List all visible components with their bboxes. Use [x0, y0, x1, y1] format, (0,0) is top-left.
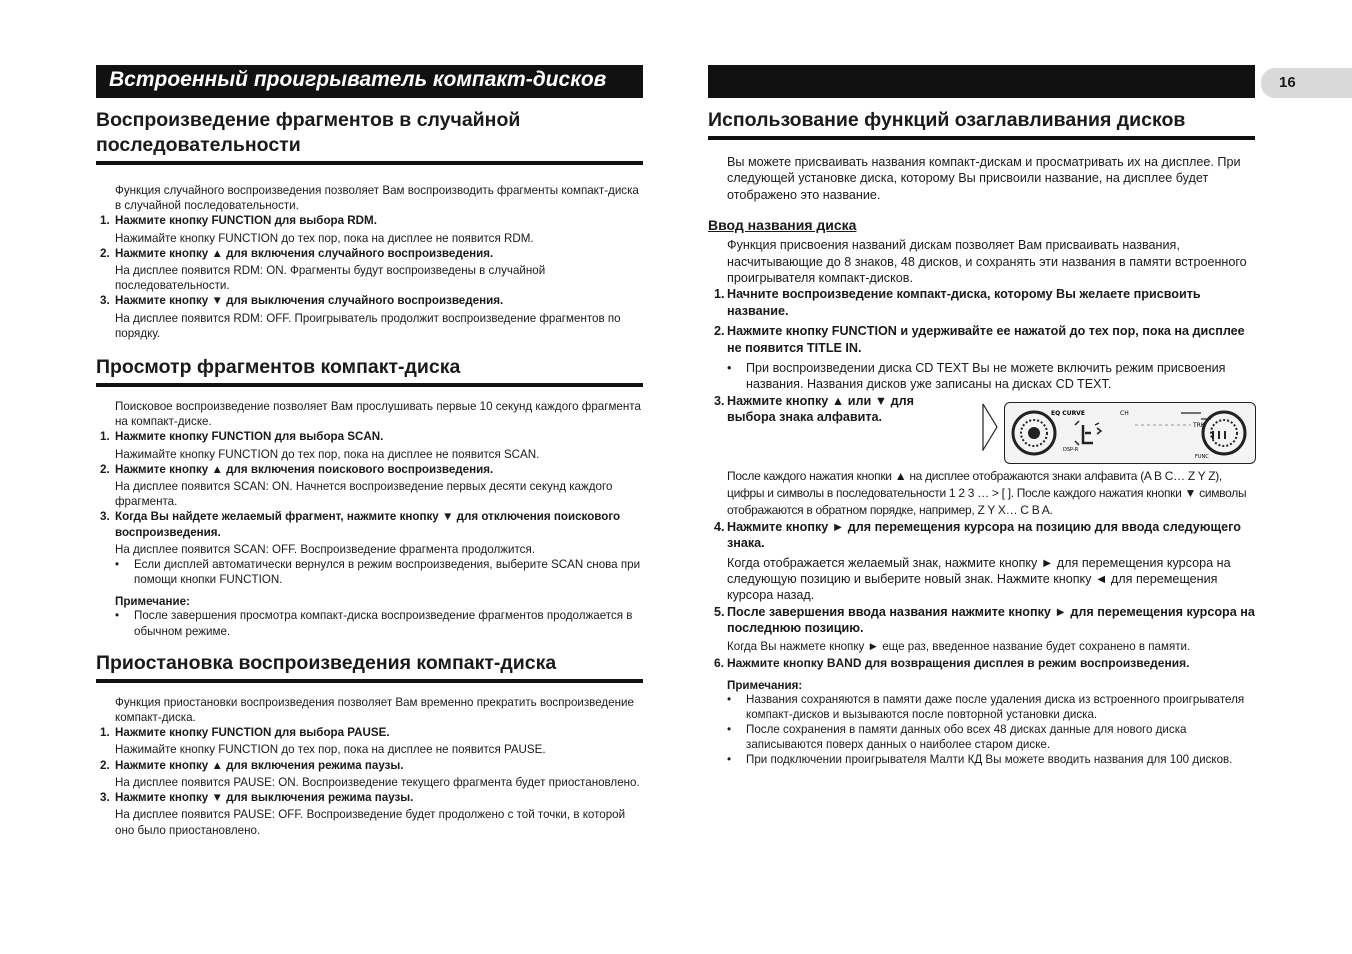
page-number: 16	[1279, 74, 1296, 91]
step: 3. Когда Вы найдете желаемый фрагмент, нажмите кнопку ▼ для отключения поискового воспроизведения.	[100, 510, 621, 539]
step-detail: Нажимайте кнопку FUNCTION до тех пор, пока на дисплее не появится RDM.	[115, 231, 534, 245]
step: 1. Начните воспроизведение компакт-диска, которому Вы желаете присвоить название.	[714, 287, 1201, 318]
bullet-item: • Названия сохраняются в памяти даже после удаления диска из встроенного проигрывателя компакт-дисков и вызываются после повторной установки диска.	[727, 693, 1245, 722]
step-detail: На дисплее появится RDM: ON. Фрагменты будут воспроизведены в случайной последовательности.	[115, 264, 546, 293]
step-detail: После каждого нажатия кнопки ▲ на дисплее отображаются знаки алфавита (A B C… Z Y Z), цифры и символы в последовательности 1 2 3 … > [ ]. После каждого нажатия кнопки ▼ символы отображаются в обратном порядке, например, Z Y X… C B A.	[727, 468, 1247, 517]
chapter-header-left	[96, 65, 643, 98]
step-detail: На дисплее появится SCAN: ON. Начнется воспроизведение первых десяти секунд каждого фрагмента.	[115, 480, 613, 509]
section-heading-pause: Приостановка воспроизведения компакт-диска	[96, 651, 643, 683]
bullet-item: • После сохранения в памяти данных обо всех 48 дисках данные для нового диска записываются поверх данных о наиболее старом диске.	[727, 723, 1187, 752]
step: 3. Нажмите кнопку ▲ или ▼ для выбора знака алфавита.	[714, 393, 915, 425]
bullet-item: • При воспроизведении диска CD TEXT Вы не можете включить режим присвоения названия. Названия дисков уже записаны на дисках CD TEXT.	[727, 361, 1226, 392]
step: 3. Нажмите кнопку ▼ для выключения случайного воспроизведения.	[100, 294, 504, 308]
section-heading-title: Использование функций озаглавливания дисков	[708, 108, 1255, 140]
step-detail: На дисплее появится RDM: OFF. Проигрыватель продолжит воспроизведение фрагментов по порядку.	[115, 311, 621, 340]
eq-curve-label: EQ CURVE	[1051, 410, 1085, 417]
dsp-label: DSP-R	[1063, 447, 1079, 453]
bullet-item: • Если дисплей автоматически вернулся в режим воспроизведения, выберите SCAN снова при помощи кнопки FUNCTION.	[115, 558, 641, 587]
section-intro: Функция приостановки воспроизведения позволяет Вам временно прекратить воспроизведение компакт-диска.	[115, 695, 634, 725]
step: 1. Нажмите кнопку FUNCTION для выбора PAUSE.	[100, 726, 390, 740]
step: 2. Нажмите кнопку ▲ для включения поискового воспроизведения.	[100, 462, 494, 476]
step-detail: На дисплее появится PAUSE: ON. Воспроизведение текущего фрагмента будет приостановлено.	[115, 775, 640, 789]
trk-label: TRK	[1193, 422, 1205, 429]
chapter-header-right	[708, 65, 1255, 98]
step: 4. Нажмите кнопку ► для перемещения курсора на позицию для ввода следующего знака.	[714, 519, 1241, 551]
notes-heading: Примечания:	[727, 679, 803, 693]
step: 6. Нажмите кнопку BAND для возвращения дисплея в режим воспроизведения.	[714, 655, 1190, 670]
step: 1. Нажмите кнопку FUNCTION для выбора RDM.	[100, 214, 377, 228]
step: 2. Нажмите кнопку ▲ для включения случайного воспроизведения.	[100, 246, 494, 260]
step-detail: Нажимайте кнопку FUNCTION до тех пор, пока на дисплее не появится PAUSE.	[115, 743, 546, 757]
step-detail: Нажимайте кнопку FUNCTION до тех пор, пока на дисплее не появится SCAN.	[115, 447, 540, 461]
step-detail: На дисплее появится PAUSE: OFF. Воспроизведение будет продолжено с той точки, в которой оно было приостановлено.	[115, 808, 626, 837]
chapter-title: Встроенный проигрыватель компакт-дисков	[109, 68, 607, 91]
func-label: FUNC	[1195, 454, 1209, 460]
sub-heading: Ввод названия диска	[708, 217, 857, 234]
lcd-display-illustration	[1004, 402, 1256, 464]
sub-intro: Функция присвоения названий дискам позволяет Вам присваивать названия, насчитывающие до 8 знаков, 48 дисков, и сохранять эти названия в памяти встроенного проигрывателя компакт-дисков.	[727, 238, 1247, 286]
note-heading: Примечание:	[115, 595, 190, 609]
page-number-tab	[1261, 68, 1352, 98]
section-heading-scan: Просмотр фрагментов компакт-диска	[96, 355, 643, 387]
ch-label: CH	[1120, 410, 1129, 417]
step: 2. Нажмите кнопку ▲ для включения режима паузы.	[100, 758, 404, 772]
step: 3. Нажмите кнопку ▼ для выключения режима паузы.	[100, 791, 414, 805]
step: 2. Нажмите кнопку FUNCTION и удерживайте ее нажатой до тех пор, пока на дисплее не появится TITLE IN.	[714, 324, 1245, 355]
section-intro: Функция случайного воспроизведения позволяет Вам воспроизводить фрагменты компакт-диска в случайной последовательности.	[115, 184, 639, 213]
pointer-arrow-icon	[982, 403, 998, 451]
step: 5. После завершения ввода названия нажмите кнопку ► для перемещения курсора на последнюю позицию.	[714, 604, 1255, 636]
step-detail: На дисплее появится SCAN: OFF. Воспроизведение фрагмента продолжится.	[115, 542, 535, 556]
section-intro: Вы можете присваивать названия компакт-дискам и просматривать их на дисплее. При следующей установке диска, которому Вы присвоили название, на дисплее будет отображено это название.	[727, 155, 1241, 202]
section-heading-random: Воспроизведение фрагментов в случайной последовательности	[96, 108, 643, 165]
lcd-display-graphic	[1005, 403, 1255, 463]
step-detail: Когда отображается желаемый знак, нажмите кнопку ► для перемещения курсора на следующую позицию и выберите новый знак. Нажмите кнопку ◄ для перемещения курсора назад.	[727, 555, 1231, 603]
bullet-item: • После завершения просмотра компакт-диска воспроизведение фрагментов продолжается в обычном режиме.	[115, 609, 633, 638]
step-detail: Когда Вы нажмете кнопку ► еще раз, введенное название будет сохранено в памяти.	[727, 639, 1191, 653]
left-column	[96, 108, 643, 838]
step: 1. Нажмите кнопку FUNCTION для выбора SCAN.	[100, 430, 384, 444]
bullet-item: • При подключении проигрывателя Малти КД Вы можете вводить названия для 100 дисков.	[727, 753, 1233, 767]
section-intro: Поисковое воспроизведение позволяет Вам прослушивать первые 10 секунд каждого фрагмента на компакт-диске.	[115, 400, 641, 429]
